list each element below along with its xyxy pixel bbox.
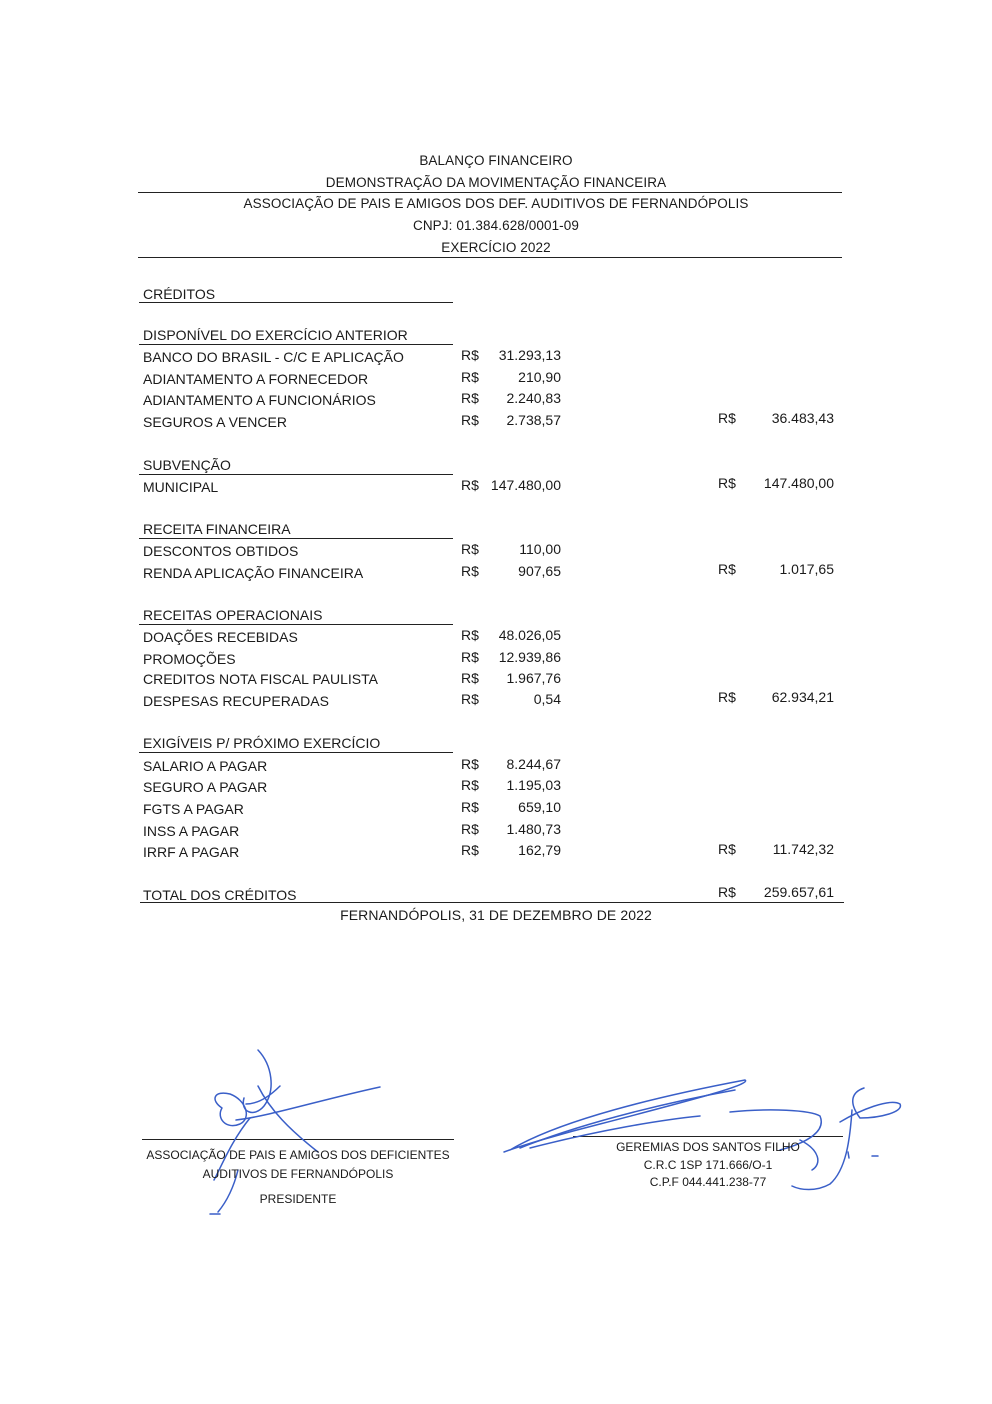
row-label: RENDA APLICAÇÃO FINANCEIRA [143, 565, 364, 581]
section-title: EXIGÍVEIS P/ PRÓXIMO EXERCÍCIO [143, 735, 381, 751]
grand-total-label: TOTAL DOS CRÉDITOS [143, 887, 297, 903]
row-label: CREDITOS NOTA FISCAL PAULISTA [143, 671, 378, 687]
currency-symbol: R$ [461, 563, 479, 579]
row-label: ADIANTAMENTO A FUNCIONÁRIOS [143, 392, 376, 408]
section-title: RECEITA FINANCEIRA [143, 521, 291, 537]
row-label: DOAÇÕES RECEBIDAS [143, 629, 298, 645]
right-signature-caption-3: C.P.F 044.441.238-77 [649, 1175, 767, 1189]
section-total: 36.483,43 [771, 410, 834, 426]
creditos-rule [139, 302, 453, 303]
currency-symbol: R$ [461, 390, 479, 406]
row-value: 2.240,83 [506, 390, 561, 406]
left-signature-stroke [258, 1086, 318, 1152]
currency-symbol: R$ [461, 369, 479, 385]
title-associacao: ASSOCIAÇÃO DE PAIS E AMIGOS DOS DEF. AUDITIVOS DE FERNANDÓPOLIS [243, 196, 749, 211]
total-currency: R$ [718, 561, 736, 577]
header-rule-top [138, 192, 842, 193]
row-label: SALARIO A PAGAR [143, 758, 268, 774]
row-value: 907,65 [518, 563, 561, 579]
row-label: PROMOÇÕES [143, 651, 236, 667]
row-value: 210,90 [518, 369, 561, 385]
grand-total-currency: R$ [718, 884, 736, 900]
total-currency: R$ [718, 841, 736, 857]
currency-symbol: R$ [461, 477, 479, 493]
row-label: SEGUROS A VENCER [143, 414, 287, 430]
currency-symbol: R$ [461, 627, 479, 643]
section-total: 11.742,32 [772, 841, 834, 857]
row-label: FGTS A PAGAR [143, 801, 244, 817]
right-signature-caption-2: C.R.C 1SP 171.666/O-1 [643, 1158, 773, 1172]
row-value: 162,79 [518, 842, 561, 858]
section-rule [139, 752, 453, 753]
row-value: 8.244,67 [506, 756, 561, 772]
right-signature-stroke [848, 1152, 878, 1158]
section-title: DISPONÍVEL DO EXERCÍCIO ANTERIOR [143, 327, 408, 343]
signature-line-right [573, 1136, 843, 1137]
creditos-title: CRÉDITOS [143, 286, 216, 302]
row-label: DESPESAS RECUPERADAS [143, 693, 329, 709]
grand-total-rule [140, 902, 844, 903]
row-value: 31.293,13 [498, 347, 561, 363]
row-value: 1.967,76 [506, 670, 561, 686]
title-demonstracao: DEMONSTRAÇÃO DA MOVIMENTAÇÃO FINANCEIRA [325, 175, 667, 190]
left-signature-caption-1: ASSOCIAÇÃO DE PAIS E AMIGOS DOS DEFICIENTES [146, 1148, 450, 1162]
row-value: 12.939,86 [498, 649, 561, 665]
currency-symbol: R$ [461, 412, 479, 428]
total-currency: R$ [718, 475, 736, 491]
currency-symbol: R$ [461, 756, 479, 772]
currency-symbol: R$ [461, 777, 479, 793]
row-value: 1.480,73 [506, 821, 561, 837]
left-signature-caption-3: PRESIDENTE [259, 1192, 337, 1206]
total-currency: R$ [718, 689, 736, 705]
section-total: 1.017,65 [779, 561, 834, 577]
row-label: SEGURO A PAGAR [143, 779, 268, 795]
grand-total-value: 259.657,61 [763, 884, 834, 900]
section-rule [139, 624, 453, 625]
row-value: 147.480,00 [490, 477, 561, 493]
title-balanco: BALANÇO FINANCEIRO [419, 153, 573, 168]
right-signature-stroke [840, 1088, 900, 1122]
section-title: SUBVENÇÃO [143, 457, 231, 473]
section-title: RECEITAS OPERACIONAIS [143, 607, 323, 623]
row-label: ADIANTAMENTO A FORNECEDOR [143, 371, 369, 387]
row-label: DESCONTOS OBTIDOS [143, 543, 299, 559]
row-label: MUNICIPAL [143, 479, 219, 495]
right-signature-caption-1: GEREMIAS DOS SANTOS FILHO [616, 1140, 800, 1154]
currency-symbol: R$ [461, 842, 479, 858]
currency-symbol: R$ [461, 347, 479, 363]
currency-symbol: R$ [461, 691, 479, 707]
section-total: 62.934,21 [771, 689, 834, 705]
title-cnpj: CNPJ: 01.384.628/0001-09 [412, 218, 579, 233]
row-value: 1.195,03 [506, 777, 561, 793]
left-signature-stroke [236, 1087, 380, 1120]
section-total: 147.480,00 [763, 475, 834, 491]
row-value: 2.738,57 [506, 412, 561, 428]
date-line: FERNANDÓPOLIS, 31 DE DEZEMBRO DE 2022 [340, 907, 652, 923]
header-rule-bottom [138, 257, 842, 258]
left-signature-stroke [246, 1086, 280, 1104]
signature-line-left [142, 1139, 454, 1140]
row-value: 110,00 [519, 541, 561, 557]
section-rule [139, 538, 453, 539]
section-rule [139, 474, 453, 475]
row-value: 659,10 [518, 799, 561, 815]
currency-symbol: R$ [461, 670, 479, 686]
currency-symbol: R$ [461, 821, 479, 837]
row-label: IRRF A PAGAR [143, 844, 240, 860]
left-signature-caption-2: AUDITIVOS DE FERNANDÓPOLIS [202, 1167, 394, 1181]
title-exercicio: EXERCÍCIO 2022 [441, 240, 551, 255]
left-signature-stroke [243, 1050, 271, 1112]
row-value: 48.026,05 [498, 627, 561, 643]
currency-symbol: R$ [461, 649, 479, 665]
currency-symbol: R$ [461, 541, 479, 557]
row-value: 0,54 [533, 691, 561, 707]
section-rule [139, 344, 453, 345]
row-label: INSS A PAGAR [143, 823, 240, 839]
total-currency: R$ [718, 410, 736, 426]
left-signature-stroke [215, 1093, 246, 1126]
row-label: BANCO DO BRASIL - C/C E APLICAÇÃO [143, 349, 404, 365]
currency-symbol: R$ [461, 799, 479, 815]
